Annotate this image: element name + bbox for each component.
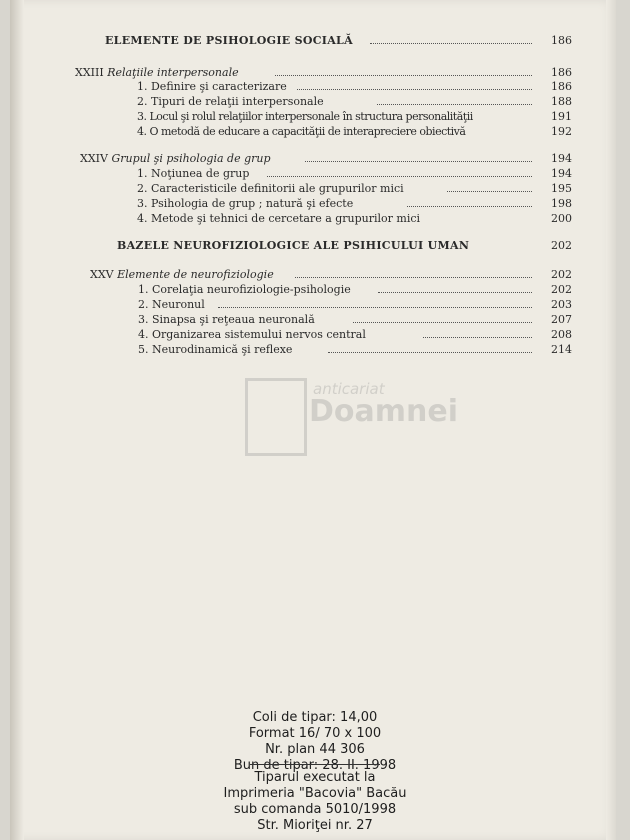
toc-item: [138, 313, 572, 327]
colophon-line: Imprimeria "Bacovia" Bacău: [223, 786, 407, 801]
leader-dots: [267, 167, 532, 177]
toc-item: [137, 95, 572, 109]
toc-item: [137, 212, 572, 226]
toc-item: [138, 343, 572, 357]
watermark-line2: Doamnei: [309, 394, 459, 429]
leader-dots: [297, 80, 532, 90]
item-label: 5. Neurodinamică şi reflexe: [138, 343, 293, 356]
item-page: 186: [551, 80, 572, 93]
chapter-heading: [75, 66, 239, 80]
colophon-line: Tiparul executat la: [254, 770, 376, 785]
item-page: 202: [551, 283, 572, 296]
toc-item: [138, 328, 572, 342]
section-page: 186: [551, 34, 572, 47]
page-edge: [606, 0, 616, 840]
chapter-title: Relaţiile interpersonale: [107, 66, 239, 79]
item-label: 3. Psihologia de grup ; natură şi efecte: [137, 197, 354, 210]
toc-chapter: [75, 66, 572, 80]
item-label: 1. Definire şi caracterizare: [137, 80, 287, 93]
chapter-page: 194: [551, 152, 572, 165]
toc-item: [137, 182, 572, 196]
item-label: 4. Metode şi tehnici de cercetare a grupurilor mici: [137, 212, 421, 225]
item-page: 214: [551, 343, 572, 356]
chapter-page: 202: [551, 268, 572, 281]
item-page: 188: [551, 95, 572, 108]
page-gutter: [10, 0, 24, 840]
colophon-line: Coli de tipar: 14,00: [252, 710, 378, 725]
colophon-line: sub comanda 5010/1998: [233, 802, 397, 817]
leader-dots: [407, 197, 532, 207]
chapter-number: XXIII: [75, 66, 104, 79]
toc-item: [138, 283, 572, 297]
item-page: 195: [551, 182, 572, 195]
leader-dots: [295, 268, 532, 278]
toc-section: [105, 34, 572, 48]
toc-chapter: [90, 268, 572, 282]
item-page: 191: [551, 110, 572, 123]
item-label: 2. Tipuri de relaţii interpersonale: [137, 95, 324, 108]
chapter-heading: [80, 152, 271, 166]
toc-section: [117, 239, 572, 253]
watermark-logo: [245, 378, 459, 460]
item-page: 198: [551, 197, 572, 210]
colophon-divider: [250, 764, 380, 765]
leader-dots: [423, 328, 532, 338]
item-label: 3. Locul şi rolul relaţiilor interpersonale în structura personalităţii: [137, 110, 473, 123]
item-label: 4. O metodă de educare a capacităţii de interapreciere obiectivă: [137, 125, 466, 138]
section-page: 202: [551, 239, 572, 252]
leader-dots: [370, 34, 532, 44]
toc-chapter: [80, 152, 572, 166]
section-title: BAZELE NEUROFIZIOLOGICE ALE PSIHICULUI UMAN: [117, 239, 470, 252]
item-page: 207: [551, 313, 572, 326]
item-label: 1. Noţiunea de grup: [137, 167, 250, 180]
chapter-title: Elemente de neurofiziologie: [117, 268, 274, 281]
leader-dots: [353, 313, 532, 323]
leader-dots: [447, 182, 532, 192]
book-page: [10, 0, 616, 840]
watermark-line1: anticariat: [313, 380, 385, 398]
item-label: 2. Neuronul: [138, 298, 205, 311]
chapter-page: 186: [551, 66, 572, 79]
leader-dots: [377, 95, 532, 105]
toc-item: [137, 167, 572, 181]
chapter-title: Grupul şi psihologia de grup: [111, 152, 271, 165]
item-label: 4. Organizarea sistemului nervos central: [138, 328, 366, 341]
chapter-heading: [90, 268, 274, 282]
item-label: 1. Corelaţia neurofiziologie-psihologie: [138, 283, 351, 296]
item-label: 2. Caracteristicile definitorii ale grupurilor mici: [137, 182, 404, 195]
colophon-line: Bun de tipar: 28. II. 1998: [233, 758, 397, 773]
leader-dots: [305, 152, 532, 162]
toc-item: [138, 298, 572, 312]
item-page: 200: [551, 212, 572, 225]
leader-dots: [218, 298, 532, 308]
section-title: ELEMENTE DE PSIHOLOGIE SOCIALĂ: [105, 34, 353, 47]
toc-item: [137, 125, 572, 139]
colophon-line: Str. Mioriţei nr. 27: [257, 818, 373, 833]
colophon-printer-details: [205, 770, 425, 834]
chapter-number: XXIV: [80, 152, 108, 165]
toc-item: [137, 80, 572, 94]
item-label: 3. Sinapsa şi reţeaua neuronală: [138, 313, 315, 326]
book-icon: [245, 378, 307, 456]
toc-item: [137, 110, 572, 124]
leader-dots: [328, 343, 532, 353]
colophon-line: Format 16/ 70 x 100: [248, 726, 382, 741]
leader-dots: [275, 66, 532, 76]
leader-dots: [378, 283, 532, 293]
item-page: 208: [551, 328, 572, 341]
chapter-number: XXV: [90, 268, 114, 281]
item-page: 194: [551, 167, 572, 180]
item-page: 203: [551, 298, 572, 311]
toc-item: [137, 197, 572, 211]
item-page: 192: [551, 125, 572, 138]
colophon-line: Nr. plan 44 306: [265, 742, 365, 757]
